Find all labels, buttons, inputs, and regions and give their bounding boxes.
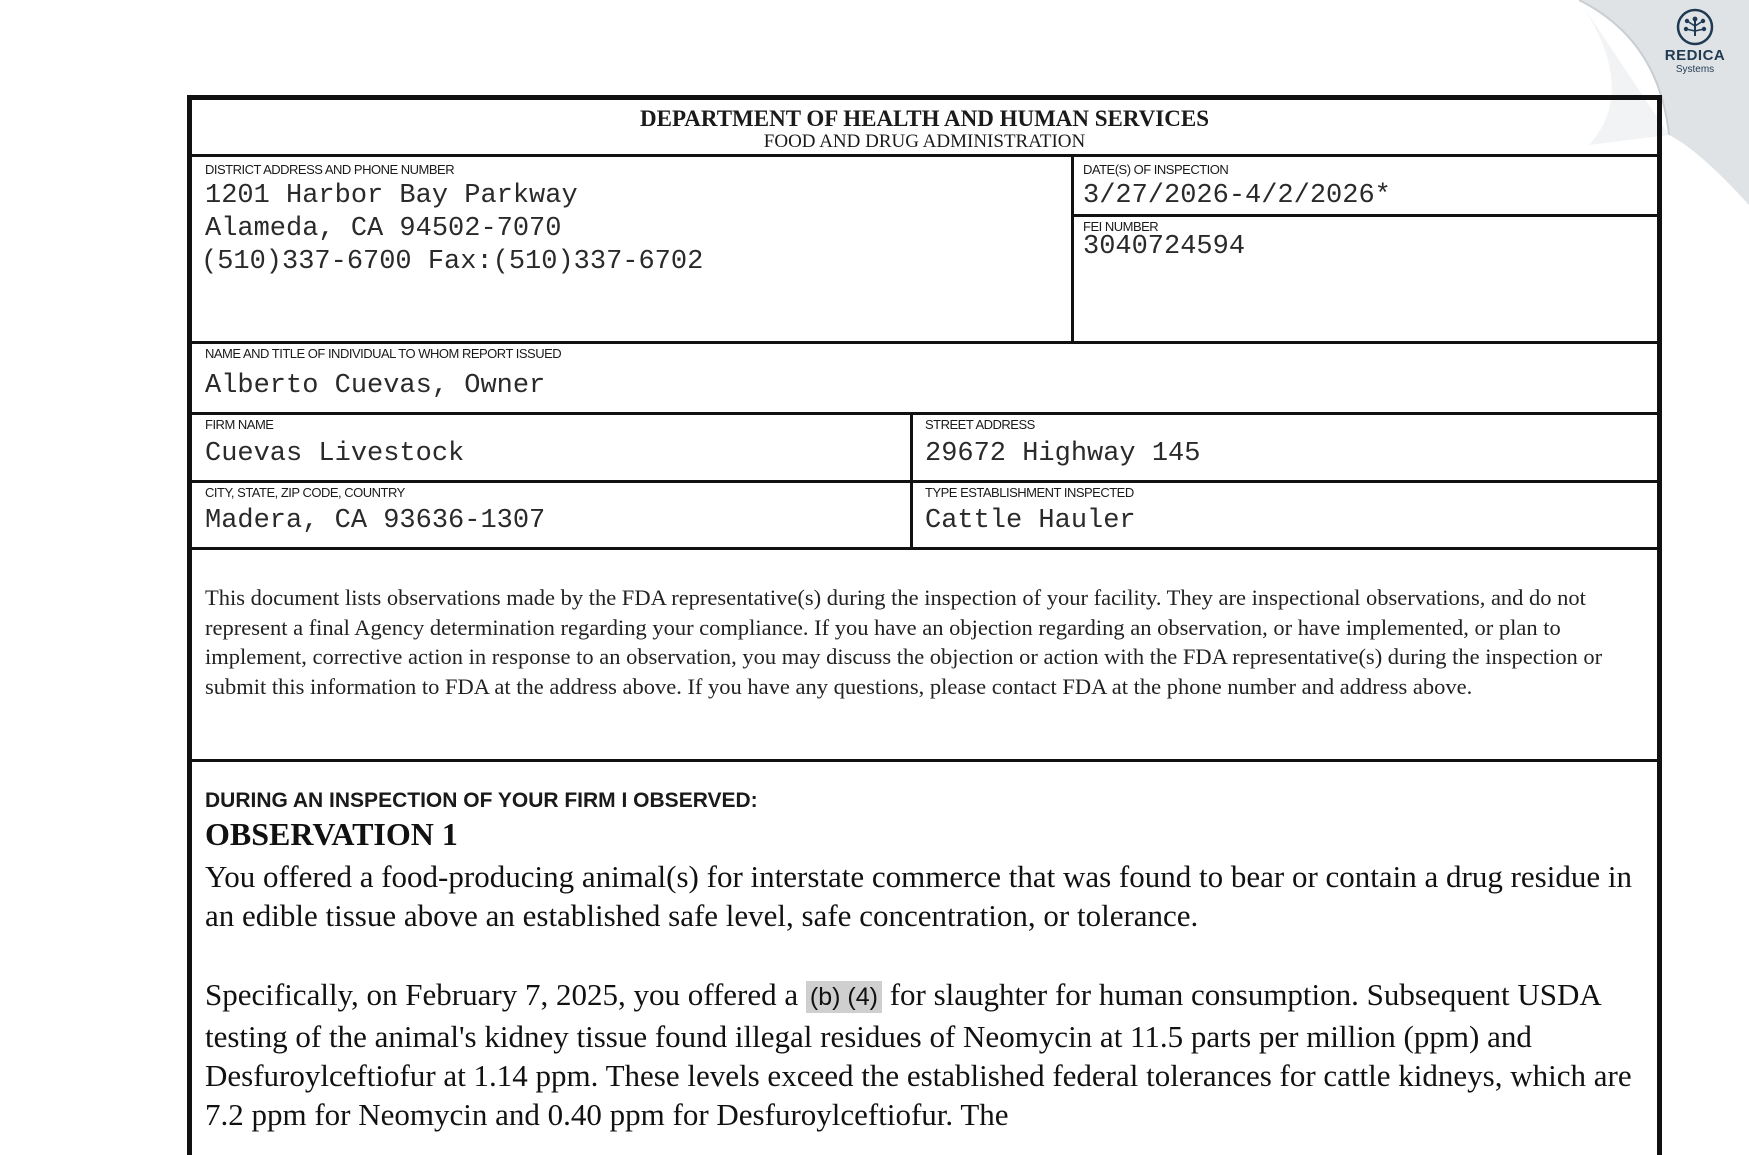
establishment-type-value: Cattle Hauler [925,506,1136,536]
street-address-value: 29672 Highway 145 [925,439,1201,469]
department-title: DEPARTMENT OF HEALTH AND HUMAN SERVICES [640,106,1209,131]
inspection-dates-value: 3/27/2026-4/2/2026* [1083,181,1391,211]
city-value: Madera, CA 93636-1307 [205,506,546,536]
divider-dates-fei [1071,214,1662,217]
logo-brand-text: REDICA [1664,47,1726,64]
observations-heading: DURING AN INSPECTION OF YOUR FIRM I OBSERVED: [205,789,758,812]
agency-title: FOOD AND DRUG ADMINISTRATION [763,131,1086,152]
observation-1-detail [205,975,1655,1134]
redica-logo [1657,8,1733,75]
district-line-1: 1201 Harbor Bay Parkway [205,181,578,211]
detail-text-after: for slaughter for human consumption. Subsequent USDA testing of the animal's kidney tissue found illegal residues of Neomycin at 11.5 parts per million (ppm) and Desfuroylceftiofur at 1.14 ppm. These levels exceed the established federal tolerances for cattle kidneys, which are 7.2 ppm for Neomycin and 0.40 ppm for Desfuroylceftiofur. The [205,977,1632,1132]
report-to-label: NAME AND TITLE OF INDIVIDUAL TO WHOM REPORT ISSUED [205,346,562,361]
form-header [192,100,1657,157]
divider-firm [192,412,1657,415]
fei-label: FEI NUMBER [1083,219,1159,234]
divider-report-to [192,341,1657,344]
divider-vertical-top [1071,157,1074,341]
firm-name-value: Cuevas Livestock [205,439,465,469]
logo-sub-text: Systems [1675,64,1715,75]
district-line-2: Alameda, CA 94502-7070 [205,214,562,244]
fei-value: 3040724594 [1083,232,1246,262]
network-tree-icon [1676,8,1714,46]
city-label: CITY, STATE, ZIP CODE, COUNTRY [205,485,405,500]
redaction-box: (b) (4) [806,981,882,1013]
divider-city [192,480,1657,483]
observation-1-title: OBSERVATION 1 [205,816,458,852]
fda-483-form [187,95,1662,1155]
district-label: DISTRICT ADDRESS AND PHONE NUMBER [205,162,455,177]
establishment-type-label: TYPE ESTABLISHMENT INSPECTED [925,485,1134,500]
report-to-value: Alberto Cuevas, Owner [205,371,546,401]
notice-paragraph: This document lists observations made by the FDA representative(s) during the inspection of your facility. They are inspectional observations, and do not represent a final Agency determination regarding your compliance. If you have an objection regarding an observation, or have implemented, or plan to implement, corrective action in response to an observation, you may discuss the objection or action with the FDA representative(s) during the inspection or submit this information to FDA at the address above. If you have any questions, please contact FDA at the phone number and address above. [205,585,1603,699]
detail-text-before: Specifically, on February 7, 2025, you offered a [205,977,799,1012]
divider-observations [192,759,1657,762]
observation-1-summary: You offered a food-producing animal(s) for interstate commerce that was found to bear or contain a drug residue in an edible tissue above an established safe level, safe concentration, or tolerance. [205,859,1632,933]
divider-notice [192,547,1657,550]
district-phone: (510)337-6700 Fax:(510)337-6702 [201,247,704,277]
street-address-label: STREET ADDRESS [925,417,1035,432]
inspection-dates-label: DATE(S) OF INSPECTION [1083,162,1229,177]
firm-name-label: FIRM NAME [205,417,274,432]
